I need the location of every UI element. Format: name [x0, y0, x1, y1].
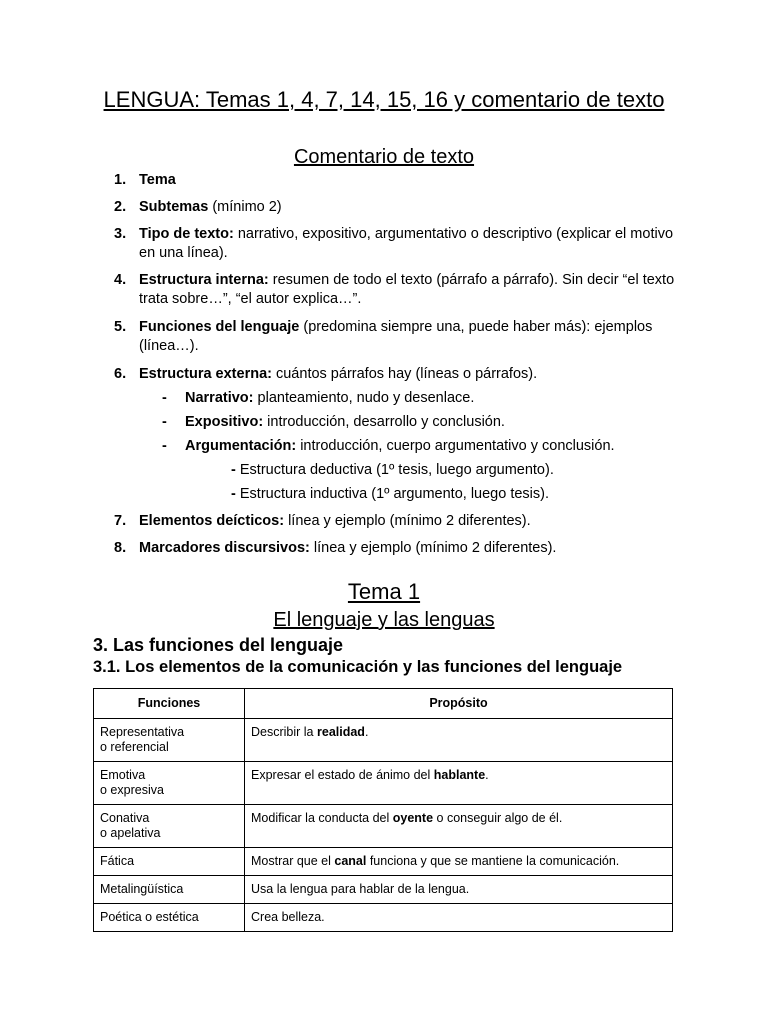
list-text: narrativo, expositivo, argumentativo o descriptivo (explicar el motivo en una línea).	[139, 226, 674, 261]
bullet-dash: -	[162, 414, 167, 430]
function-cell	[94, 762, 245, 805]
list-number: 2.	[114, 199, 127, 215]
key-term: oyente	[392, 811, 434, 825]
table-row	[94, 904, 673, 932]
purpose-cell: Expresar el estado de ánimo del hablante.	[245, 762, 673, 805]
list-number: 6.	[114, 366, 127, 382]
list-text: cuántos párrafos hay (líneas o párrafos).	[271, 366, 538, 382]
list-label: Elementos deícticos:	[139, 513, 285, 529]
list-text: resumen de todo el texto (párrafo a párrafo). Sin decir “el texto trata sobre…”, “el autor explica…”.	[139, 272, 675, 307]
table-row	[94, 719, 673, 762]
function-name: Representativa	[100, 725, 185, 739]
function-name: Poética o estética	[100, 910, 199, 924]
list-label: Funciones del lenguaje	[139, 319, 300, 335]
list-label: Tipo de texto:	[139, 226, 234, 242]
list-number: 5.	[114, 319, 127, 335]
function-name: Metalingüística	[100, 882, 184, 896]
list-label: Subtemas	[139, 199, 209, 215]
purpose-cell: Usa la lengua para hablar de la lengua.	[245, 876, 673, 904]
list-text: (predomina siempre una, puede haber más): ejemplos (línea…).	[139, 319, 653, 354]
bullet-dash: -	[162, 390, 167, 406]
key-term: hablante	[433, 768, 486, 782]
subsub-text: Estructura deductiva (1º tesis, luego argumento).	[235, 462, 554, 478]
subsub-text: Estructura inductiva (1º argumento, luego tesis).	[235, 486, 550, 502]
functions-table	[93, 688, 673, 932]
list-label: Estructura interna:	[139, 272, 269, 288]
page-title: LENGUA: Temas 1, 4, 7, 14, 15, 16 y comentario de texto	[103, 87, 665, 112]
function-cell	[94, 904, 245, 932]
list-text: línea y ejemplo (mínimo 2 diferentes).	[309, 540, 557, 556]
section-heading: 3. Las funciones del lenguaje	[93, 635, 344, 655]
list-label: Marcadores discursivos:	[139, 540, 310, 556]
table-row	[94, 805, 673, 848]
function-name-cont: o expresiva	[100, 783, 164, 797]
subsection-heading: 3.1. Los elementos de la comunicación y las funciones del lenguaje	[93, 658, 623, 676]
table-row	[94, 876, 673, 904]
list-number: 1.	[114, 172, 127, 188]
list-text: (mínimo 2)	[208, 199, 282, 215]
function-cell	[94, 805, 245, 848]
bullet-dash: -	[162, 438, 167, 454]
sub-label: Narrativo:	[185, 390, 254, 406]
function-cell	[94, 848, 245, 876]
comentario-title: Comentario de texto	[293, 146, 475, 168]
column-header: Funciones	[94, 689, 245, 719]
tema-title: Tema 1	[347, 579, 421, 604]
sub-text: planteamiento, nudo y desenlace.	[253, 390, 475, 406]
purpose-cell: Describir la realidad.	[245, 719, 673, 762]
sub-text: introducción, desarrollo y conclusión.	[263, 414, 505, 430]
list-number: 4.	[114, 272, 127, 288]
list-label: Estructura externa:	[139, 366, 272, 382]
table-row	[94, 762, 673, 805]
table-row	[94, 848, 673, 876]
bullet-dash: -	[231, 462, 236, 478]
function-cell	[94, 719, 245, 762]
list-number: 3.	[114, 226, 127, 242]
list-text: línea y ejemplo (mínimo 2 diferentes).	[284, 513, 531, 529]
key-term: realidad	[317, 725, 365, 739]
sub-text: introducción, cuerpo argumentativo y conclusión.	[296, 438, 615, 454]
function-name-cont: o apelativa	[100, 826, 161, 840]
bullet-dash: -	[231, 486, 236, 502]
purpose-cell: Mostrar que el canal funciona y que se mantiene la comunicación.	[245, 848, 673, 876]
list-number: 7.	[114, 513, 127, 529]
list-label: Tema	[139, 172, 176, 188]
purpose-cell: Modificar la conducta del oyente o conseguir algo de él.	[245, 805, 673, 848]
table-header-row	[94, 689, 673, 719]
tema-subtitle: El lenguaje y las lenguas	[273, 609, 495, 631]
function-name-cont: o referencial	[100, 740, 169, 754]
list-number: 8.	[114, 540, 127, 556]
key-term: canal	[334, 854, 367, 868]
function-name: Conativa	[100, 811, 150, 825]
sub-label: Argumentación:	[185, 438, 297, 454]
function-name: Emotiva	[100, 768, 146, 782]
sub-label: Expositivo:	[185, 414, 264, 430]
function-cell	[94, 876, 245, 904]
purpose-cell: Crea belleza.	[245, 904, 673, 932]
function-name: Fática	[100, 854, 135, 868]
column-header: Propósito	[245, 689, 673, 719]
